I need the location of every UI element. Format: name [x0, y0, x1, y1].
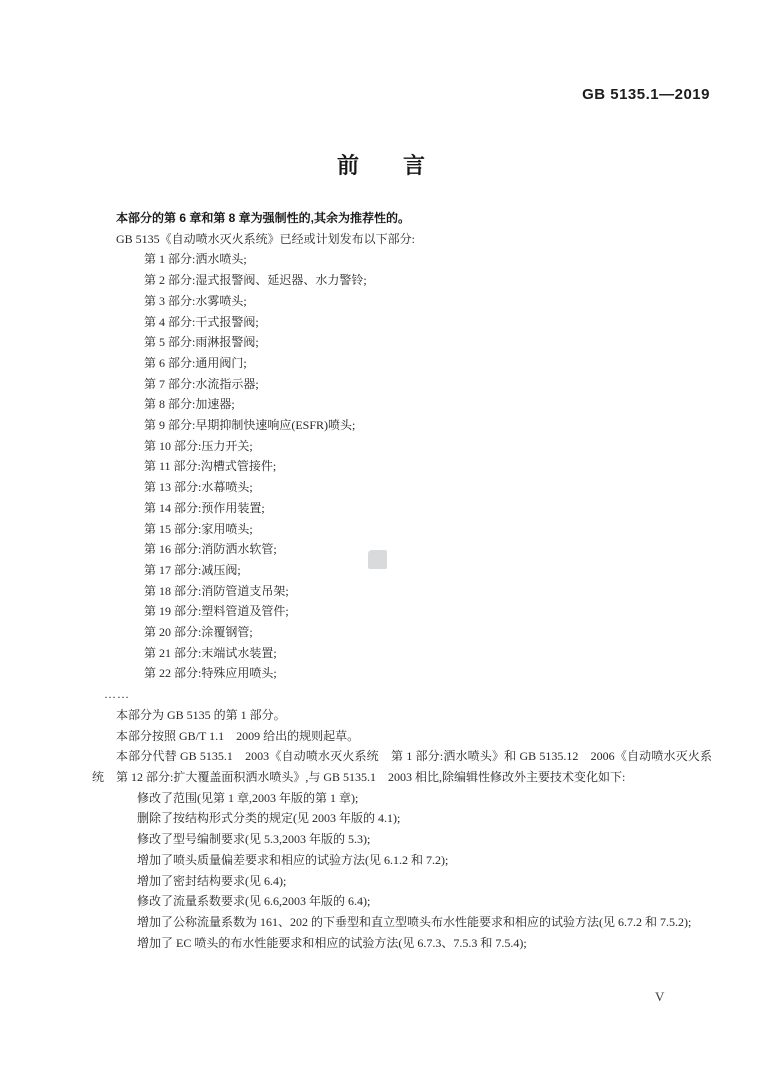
- standard-code: GB 5135.1—2019: [582, 86, 710, 103]
- change-list-item: 增加了 EC 喷头的布水性能要求和相应的试验方法(见 6.7.3、7.5.3 和 7.5.4);: [137, 935, 527, 950]
- part-list-item: 第 4 部分:干式报警阀;: [144, 314, 259, 329]
- compulsory-note: 本部分的第 6 章和第 8 章为强制性的,其余为推荐性的。: [116, 211, 411, 225]
- part-list-item: 第 21 部分:末端试水装置;: [144, 645, 277, 660]
- part-list-item: 第 22 部分:特殊应用喷头;: [144, 666, 277, 681]
- part-list-item: 第 13 部分:水幕喷头;: [144, 480, 253, 495]
- change-list-item: 增加了密封结构要求(见 6.4);: [137, 873, 287, 888]
- part-list-item: 第 11 部分:沟槽式管接件;: [144, 459, 277, 474]
- change-list-item: 增加了喷头质量偏差要求和相应的试验方法(见 6.1.2 和 7.2);: [137, 852, 449, 867]
- part-list-item: 第 1 部分:洒水喷头;: [144, 252, 247, 267]
- part-list-item: 第 20 部分:涂覆钢管;: [144, 625, 253, 640]
- part-list-item: 第 15 部分:家用喷头;: [144, 521, 253, 536]
- foreword-body: [92, 208, 712, 953]
- part-list-item: 第 9 部分:早期抑制快速响应(ESFR)喷头;: [144, 418, 356, 433]
- series-intro: GB 5135《自动喷水灭火系统》已经或计划发布以下部分:: [116, 231, 416, 246]
- ellipsis-line: ……: [104, 687, 130, 702]
- part-list-item: 第 7 部分:水流指示器;: [144, 376, 259, 391]
- change-list-item: 增加了公称流量系数为 161、202 的下垂型和直立型喷头布水性能要求和相应的试验方法(见 6.7.2 和 7.5.2);: [137, 914, 692, 929]
- page-number: V: [655, 989, 665, 1004]
- scan-artifact-blot: [368, 550, 387, 569]
- part-list-item: 第 3 部分:水雾喷头;: [144, 293, 247, 308]
- change-list-item: 删除了按结构形式分类的规定(见 2003 年版的 4.1);: [137, 811, 401, 826]
- part-list-item: 第 16 部分:消防洒水软管;: [144, 542, 277, 557]
- parts-list: [92, 249, 712, 684]
- change-list-item: 修改了范围(见第 1 章,2003 年版的第 1 章);: [137, 790, 359, 805]
- part-list-item: 第 18 部分:消防管道支吊架;: [144, 583, 289, 598]
- paragraph-replaces: 本部分代替 GB 5135.1 2003《自动喷水灭火系统 第 1 部分:洒水喷头》和 GB 5135.12 2006《自动喷水灭火系统 第 12 部分:扩大覆盖面积洒水喷头》,与 GB 5135.1 2003 相比,除编辑性修改外主要技术变化如下:: [92, 749, 712, 784]
- change-list-item: 修改了流量系数要求(见 6.6,2003 年版的 6.4);: [137, 894, 371, 909]
- part-list-item: 第 17 部分:减压阀;: [144, 562, 241, 577]
- page-title: 前 言: [336, 153, 425, 178]
- part-list-item: 第 2 部分:湿式报警阀、延迟器、水力警铃;: [144, 273, 367, 288]
- change-list-item: 修改了型号编制要求(见 5.3,2003 年版的 5.3);: [137, 832, 371, 847]
- part-list-item: 第 14 部分:预作用装置;: [144, 500, 265, 515]
- technical-changes-list: [92, 788, 712, 954]
- part-list-item: 第 6 部分:通用阀门;: [144, 355, 247, 370]
- part-list-item: 第 5 部分:雨淋报警阀;: [144, 335, 259, 350]
- paragraph-part-of-series: 本部分为 GB 5135 的第 1 部分。: [116, 707, 286, 722]
- part-list-item: 第 10 部分:压力开关;: [144, 438, 253, 453]
- paragraph-drafting-rules: 本部分按照 GB/T 1.1 2009 给出的规则起草。: [116, 728, 360, 743]
- part-list-item: 第 19 部分:塑料管道及管件;: [144, 604, 289, 619]
- part-list-item: 第 8 部分:加速器;: [144, 397, 235, 412]
